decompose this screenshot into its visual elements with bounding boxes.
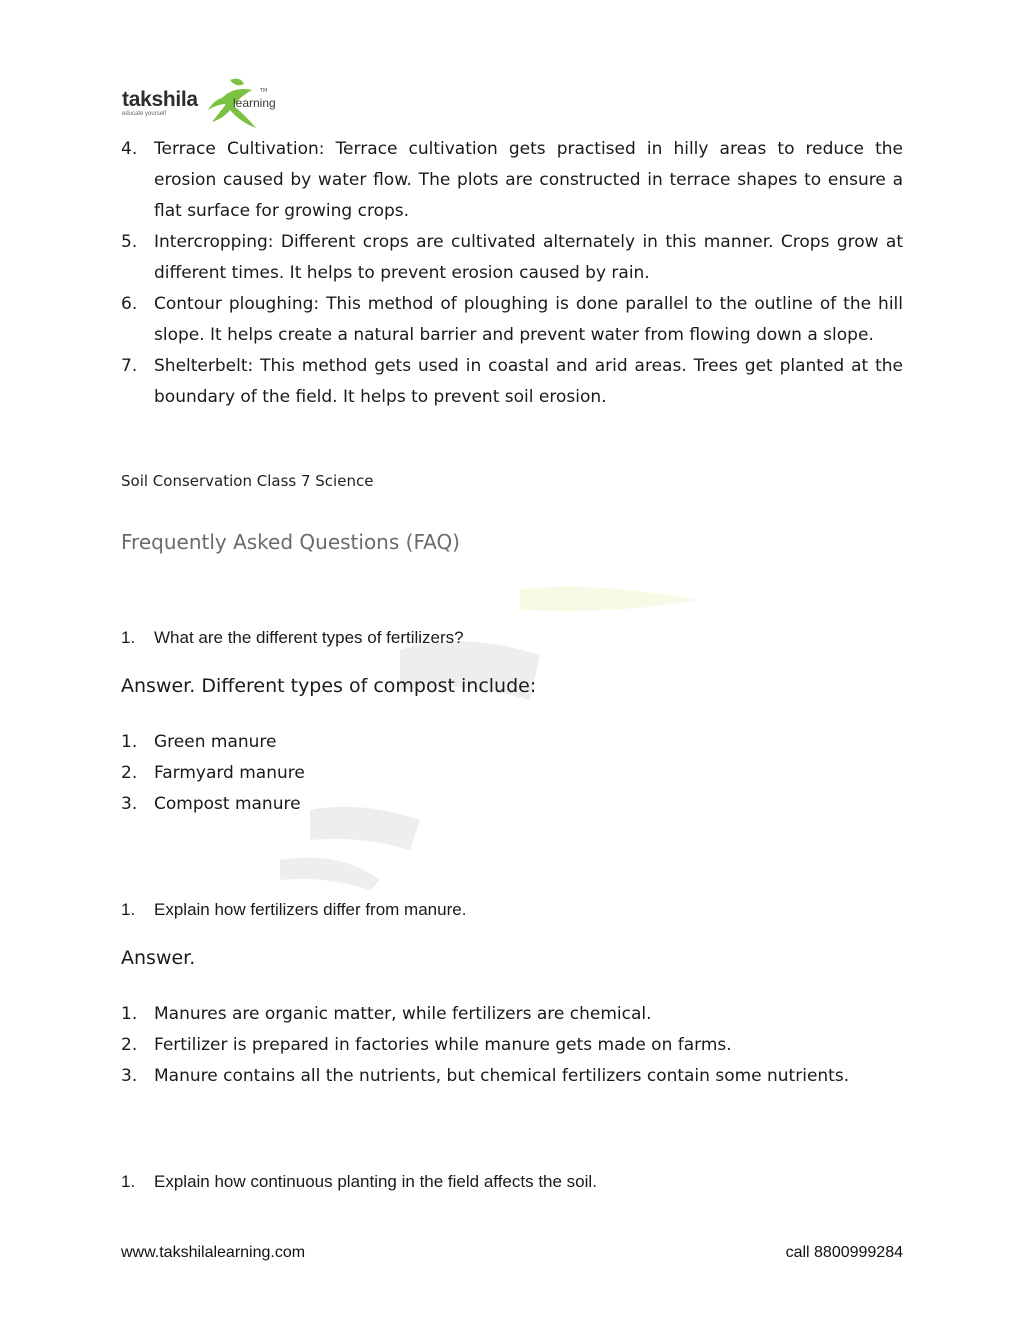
- method-text: Terrace Cultivation: Terrace cultivation gets practised in hilly areas to reduce the erosion caused by water flow. The plots are constructed in terrace shapes to ensure a flat surface for growing crops.: [154, 139, 903, 221]
- footer-phone: call 8800999284: [785, 1244, 903, 1261]
- answer-text: Compost manure: [154, 794, 301, 814]
- list-item: 6. Contour ploughing: This method of ploughing is done parallel to the outline of the hill slope. It helps create a natural barrier and prevent water from flowing down a slope.: [121, 294, 903, 345]
- faq-question-1: [121, 622, 903, 653]
- faq-question-2: [121, 894, 903, 925]
- watermark-graphic: [280, 440, 720, 900]
- logo-tagline: educate yourself: [122, 111, 167, 117]
- footer-website-link[interactable]: www.takshilalearning.com: [121, 1244, 306, 1261]
- question-item: 1. Explain how continuous planting in the field affects the soil.: [121, 1172, 597, 1191]
- question-text: Explain how continuous planting in the field affects the soil.: [154, 1172, 597, 1191]
- list-item: 3. Compost manure: [121, 794, 301, 814]
- list-item: 4. Terrace Cultivation: Terrace cultivation gets practised in hilly areas to reduce the erosion caused by water flow. The plots are constructed in terrace shapes to ensure a flat surface for growing crops.: [121, 139, 903, 221]
- answer-intro: Answer. Different types of compost include:: [121, 675, 537, 697]
- list-item: 2. Fertilizer is prepared in factories while manure gets made on farms.: [121, 1035, 732, 1055]
- faq-question-3: [121, 1166, 903, 1197]
- list-item: 7. Shelterbelt: This method gets used in coastal and arid areas. Trees get planted at the boundary of the field. It helps to prevent soil erosion.: [121, 356, 903, 407]
- question-text: What are the different types of fertilizers?: [154, 628, 464, 647]
- logo-trademark: TM: [260, 88, 268, 94]
- section-caption: Soil Conservation Class 7 Science: [121, 472, 374, 490]
- method-text: Intercropping: Different crops are cultivated alternately in this manner. Crops grow at different times. It helps to prevent erosion caused by rain.: [154, 232, 903, 283]
- method-text: Shelterbelt: This method gets used in coastal and arid areas. Trees get planted at the boundary of the field. It helps to prevent soil erosion.: [154, 356, 903, 407]
- answer-list-1: [121, 727, 903, 820]
- question-text: Explain how fertilizers differ from manure.: [154, 900, 467, 919]
- takshila-logo: [120, 76, 280, 130]
- answer-text: Manures are organic matter, while fertilizers are chemical.: [154, 1004, 652, 1024]
- question-item: 1. Explain how fertilizers differ from manure.: [121, 900, 467, 919]
- answer-intro: Answer.: [121, 947, 196, 969]
- question-item: 1. What are the different types of fertilizers?: [121, 628, 464, 647]
- logo-word: takshila: [122, 88, 198, 111]
- answer-text: Manure contains all the nutrients, but chemical fertilizers contain some nutrients.: [154, 1066, 850, 1086]
- answer-text: Fertilizer is prepared in factories while manure gets made on farms.: [154, 1035, 732, 1055]
- method-text: Contour ploughing: This method of ploughing is done parallel to the outline of the hill slope. It helps create a natural barrier and prevent water from flowing down a slope.: [154, 294, 903, 345]
- logo-word-learning: learning: [233, 96, 276, 110]
- list-item: 2. Farmyard manure: [121, 763, 305, 783]
- conservation-methods-list: [121, 134, 903, 413]
- answer-list-2: [121, 999, 903, 1092]
- answer-text: Green manure: [154, 732, 277, 752]
- faq-heading: Frequently Asked Questions (FAQ): [121, 530, 460, 554]
- list-item: 1. Manures are organic matter, while fertilizers are chemical.: [121, 1004, 652, 1024]
- answer-text: Farmyard manure: [154, 763, 305, 783]
- list-item: 3. Manure contains all the nutrients, but chemical fertilizers contain some nutrients.: [121, 1066, 850, 1086]
- list-item: 5. Intercropping: Different crops are cultivated alternately in this manner. Crops grow at different times. It helps to prevent erosion caused by rain.: [121, 232, 903, 283]
- list-item: 1. Green manure: [121, 732, 277, 752]
